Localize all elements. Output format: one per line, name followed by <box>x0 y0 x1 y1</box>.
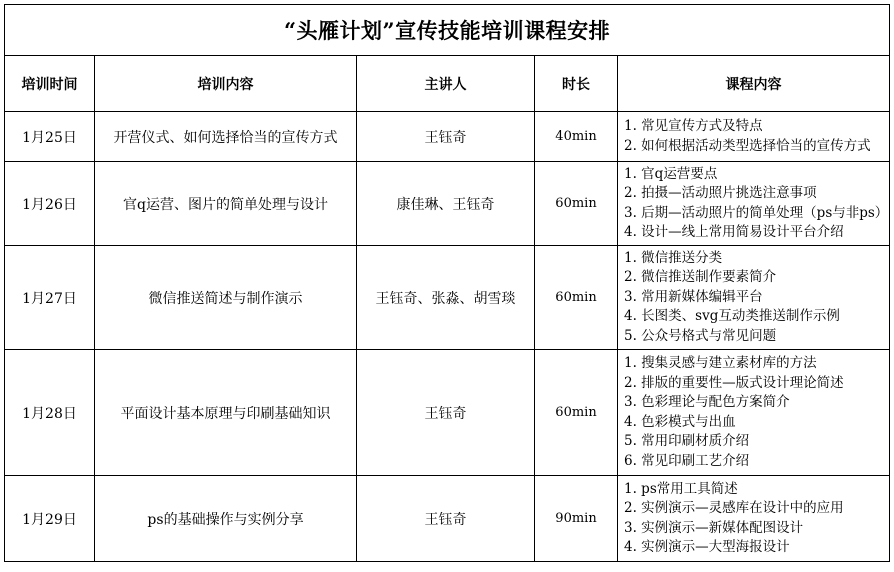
cell-date: 1月28日 <box>5 350 95 476</box>
content-item: 2. 如何根据活动类型选择恰当的宣传方式 <box>624 137 871 154</box>
schedule-document <box>4 4 889 562</box>
cell-date: 1月26日 <box>5 162 95 246</box>
cell-date: 1月25日 <box>5 112 95 162</box>
content-item: 3. 后期—活动照片的简单处理（ps与非ps） <box>624 204 889 221</box>
cell-content <box>618 476 890 562</box>
cell-duration: 40min <box>535 112 618 162</box>
cell-speaker: 王钰奇、张淼、胡雪琰 <box>357 246 535 350</box>
cell-date: 1月29日 <box>5 476 95 562</box>
content-item: 2. 实例演示—灵感库在设计中的应用 <box>624 500 844 516</box>
content-list <box>624 163 889 245</box>
cell-speaker: 王钰奇 <box>357 350 535 476</box>
table-row <box>5 246 890 350</box>
content-item: 1. 搜集灵感与建立素材库的方法 <box>624 355 817 371</box>
table-row <box>5 112 890 162</box>
content-list <box>624 247 889 349</box>
cell-duration: 60min <box>535 246 618 350</box>
header-topic: 培训内容 <box>95 56 357 112</box>
content-item: 2. 排版的重要性—版式设计理论简述 <box>624 374 844 391</box>
header-row <box>5 56 890 112</box>
content-list <box>624 115 889 158</box>
content-item: 3. 实例演示—新媒体配图设计 <box>624 519 804 536</box>
content-item: 4. 设计—线上常用简易设计平台介绍 <box>624 224 844 240</box>
header-date: 培训时间 <box>5 56 95 112</box>
header-duration: 时长 <box>535 56 618 112</box>
cell-topic: 官q运营、图片的简单处理与设计 <box>95 162 357 246</box>
cell-duration: 90min <box>535 476 618 562</box>
content-item: 4. 长图类、svg互动类推送制作示例 <box>624 308 840 325</box>
table-row <box>5 162 890 246</box>
header-content: 课程内容 <box>618 56 890 112</box>
cell-content <box>618 246 890 350</box>
cell-duration: 60min <box>535 162 618 246</box>
content-item: 2. 拍摄—活动照片挑选注意事项 <box>624 185 817 201</box>
content-item: 1. ps常用工具简述 <box>624 480 738 497</box>
content-item: 3. 色彩理论与配色方案简介 <box>624 394 790 410</box>
cell-duration: 60min <box>535 350 618 476</box>
cell-topic: 开营仪式、如何选择恰当的宣传方式 <box>95 112 357 162</box>
title-row <box>5 5 890 56</box>
content-item: 1. 常见宣传方式及特点 <box>624 118 763 134</box>
content-item: 3. 常用新媒体编辑平台 <box>624 288 763 305</box>
content-list <box>624 478 889 560</box>
header-speaker: 主讲人 <box>357 56 535 112</box>
content-list <box>624 352 889 473</box>
content-item: 6. 常见印刷工艺介绍 <box>624 452 750 469</box>
content-item: 1. 微信推送分类 <box>624 249 723 266</box>
table-row <box>5 476 890 562</box>
cell-content <box>618 162 890 246</box>
cell-topic: 微信推送简述与制作演示 <box>95 246 357 350</box>
schedule-table <box>4 4 890 562</box>
cell-date: 1月27日 <box>5 246 95 350</box>
cell-content <box>618 350 890 476</box>
cell-speaker: 康佳琳、王钰奇 <box>357 162 535 246</box>
content-item: 2. 微信推送制作要素简介 <box>624 269 777 286</box>
table-title: “头雁计划”宣传技能培训课程安排 <box>5 5 890 56</box>
content-item: 4. 实例演示—大型海报设计 <box>624 539 790 555</box>
cell-content <box>618 112 890 162</box>
cell-speaker: 王钰奇 <box>357 112 535 162</box>
cell-topic: ps的基础操作与实例分享 <box>95 476 357 562</box>
content-item: 5. 公众号格式与常见问题 <box>624 327 777 344</box>
cell-speaker: 王钰奇 <box>357 476 535 562</box>
table-row <box>5 350 890 476</box>
cell-topic: 平面设计基本原理与印刷基础知识 <box>95 350 357 476</box>
content-item: 1. 官q运营要点 <box>624 165 718 182</box>
content-item: 5. 常用印刷材质介绍 <box>624 433 750 449</box>
content-item: 4. 色彩模式与出血 <box>624 413 736 430</box>
